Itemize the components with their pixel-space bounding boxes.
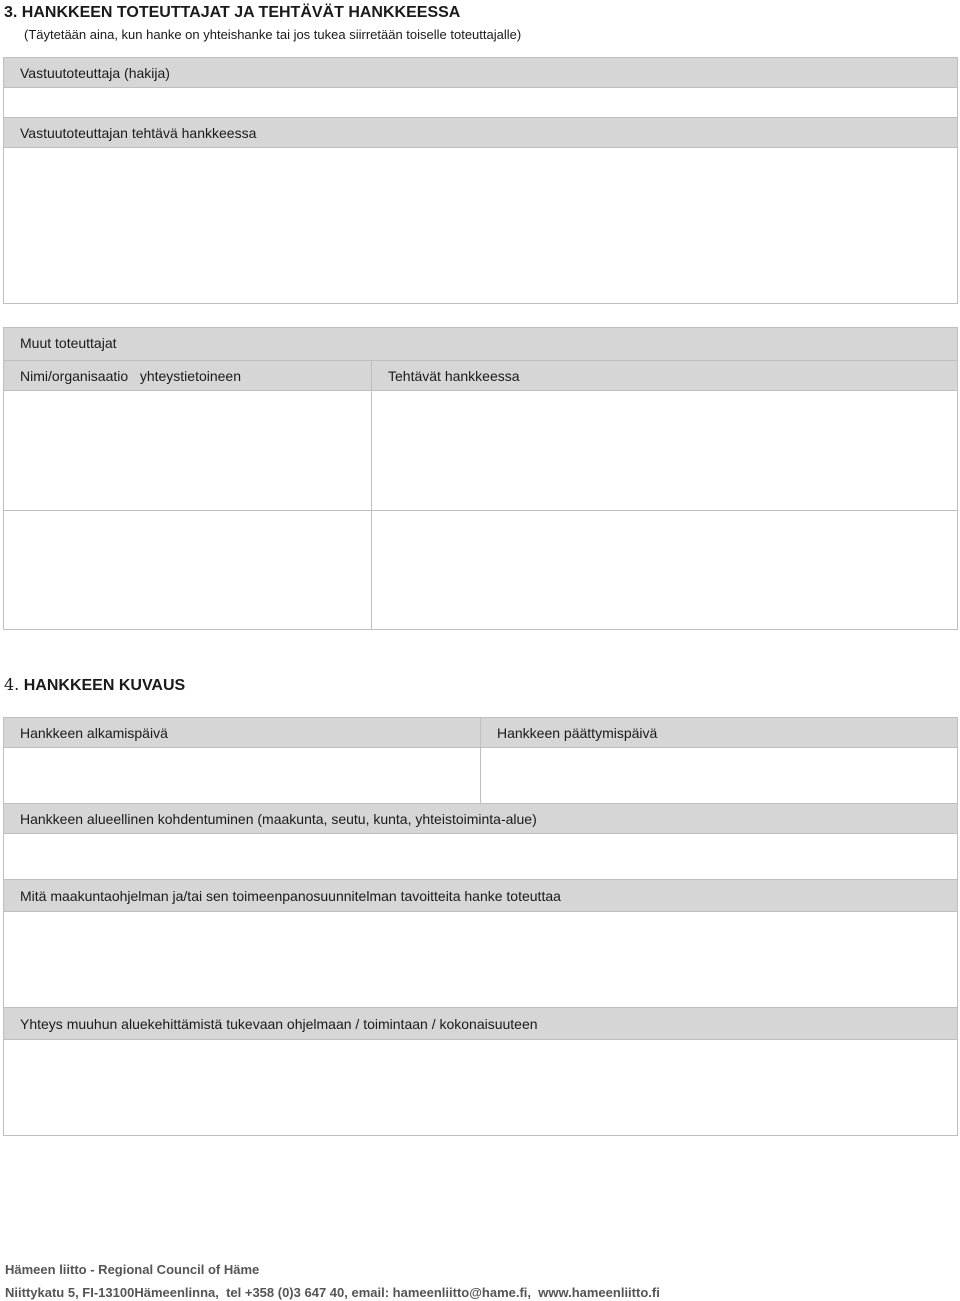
footer-address: Niittykatu 5, FI-13100Hämeenlinna, tel +358 (0)3 647 40, email: hameenliitto@hame.fi, www.hameenliitto.fi xyxy=(5,1285,660,1300)
other-tasks-field-1[interactable] xyxy=(371,390,958,511)
section-4-title: HANKKEEN KUVAUS xyxy=(23,677,186,694)
section-3-subtitle: (Täytetään aina, kun hanke on yhteishanke tai jos tukea siirretään toiselle toteuttajalle) xyxy=(24,27,522,42)
lead-task-header xyxy=(3,117,958,148)
others-header xyxy=(3,327,958,361)
section-4-heading xyxy=(4,675,185,695)
program-goals-field[interactable] xyxy=(3,911,958,1008)
program-goals-label: Mitä maakuntaohjelman ja/tai sen toimeenpanosuunnitelman tavoitteita hanke toteuttaa xyxy=(20,887,561,904)
lead-applicant-field[interactable] xyxy=(3,87,958,118)
other-tasks-field-2[interactable] xyxy=(371,510,958,630)
program-goals-header xyxy=(3,879,958,912)
section-4-number: 4. xyxy=(4,675,20,694)
section-3-heading xyxy=(4,4,460,22)
connection-header xyxy=(3,1007,958,1040)
lead-task-field[interactable] xyxy=(3,147,958,304)
regional-label: Hankkeen alueellinen kohdentuminen (maakunta, seutu, kunta, yhteistoiminta-alue) xyxy=(20,810,537,827)
col-tasks-label: Tehtävät hankkeessa xyxy=(388,367,520,384)
lead-task-label: Vastuutoteuttajan tehtävä hankkeessa xyxy=(20,124,257,141)
regional-header xyxy=(3,803,958,834)
other-name-field-2[interactable] xyxy=(3,510,372,630)
end-date-field[interactable] xyxy=(480,747,958,804)
end-date-label: Hankkeen päättymispäivä xyxy=(497,724,658,741)
start-date-field[interactable] xyxy=(3,747,481,804)
other-name-field-1[interactable] xyxy=(3,390,372,511)
start-date-header xyxy=(3,717,481,748)
connection-label: Yhteys muuhun aluekehittämistä tukevaan ohjelmaan / toimintaan / kokonaisuuteen xyxy=(20,1015,538,1032)
section-3-number: 3. xyxy=(4,4,18,21)
connection-field[interactable] xyxy=(3,1039,958,1136)
col-tasks-header xyxy=(371,360,958,391)
lead-applicant-header xyxy=(3,57,958,88)
others-label: Muut toteuttajat xyxy=(20,335,117,351)
end-date-header xyxy=(480,717,958,748)
section-3-title: HANKKEEN TOTEUTTAJAT JA TEHTÄVÄT HANKKEESSA xyxy=(21,4,461,21)
col-name-header xyxy=(3,360,372,391)
footer-org: Hämeen liitto - Regional Council of Häme xyxy=(5,1262,260,1277)
start-date-label: Hankkeen alkamispäivä xyxy=(20,724,168,741)
col-name-label: Nimi/organisaatio yhteystietoineen xyxy=(20,367,242,384)
lead-applicant-label: Vastuutoteuttaja (hakija) xyxy=(20,64,170,81)
regional-field[interactable] xyxy=(3,833,958,880)
